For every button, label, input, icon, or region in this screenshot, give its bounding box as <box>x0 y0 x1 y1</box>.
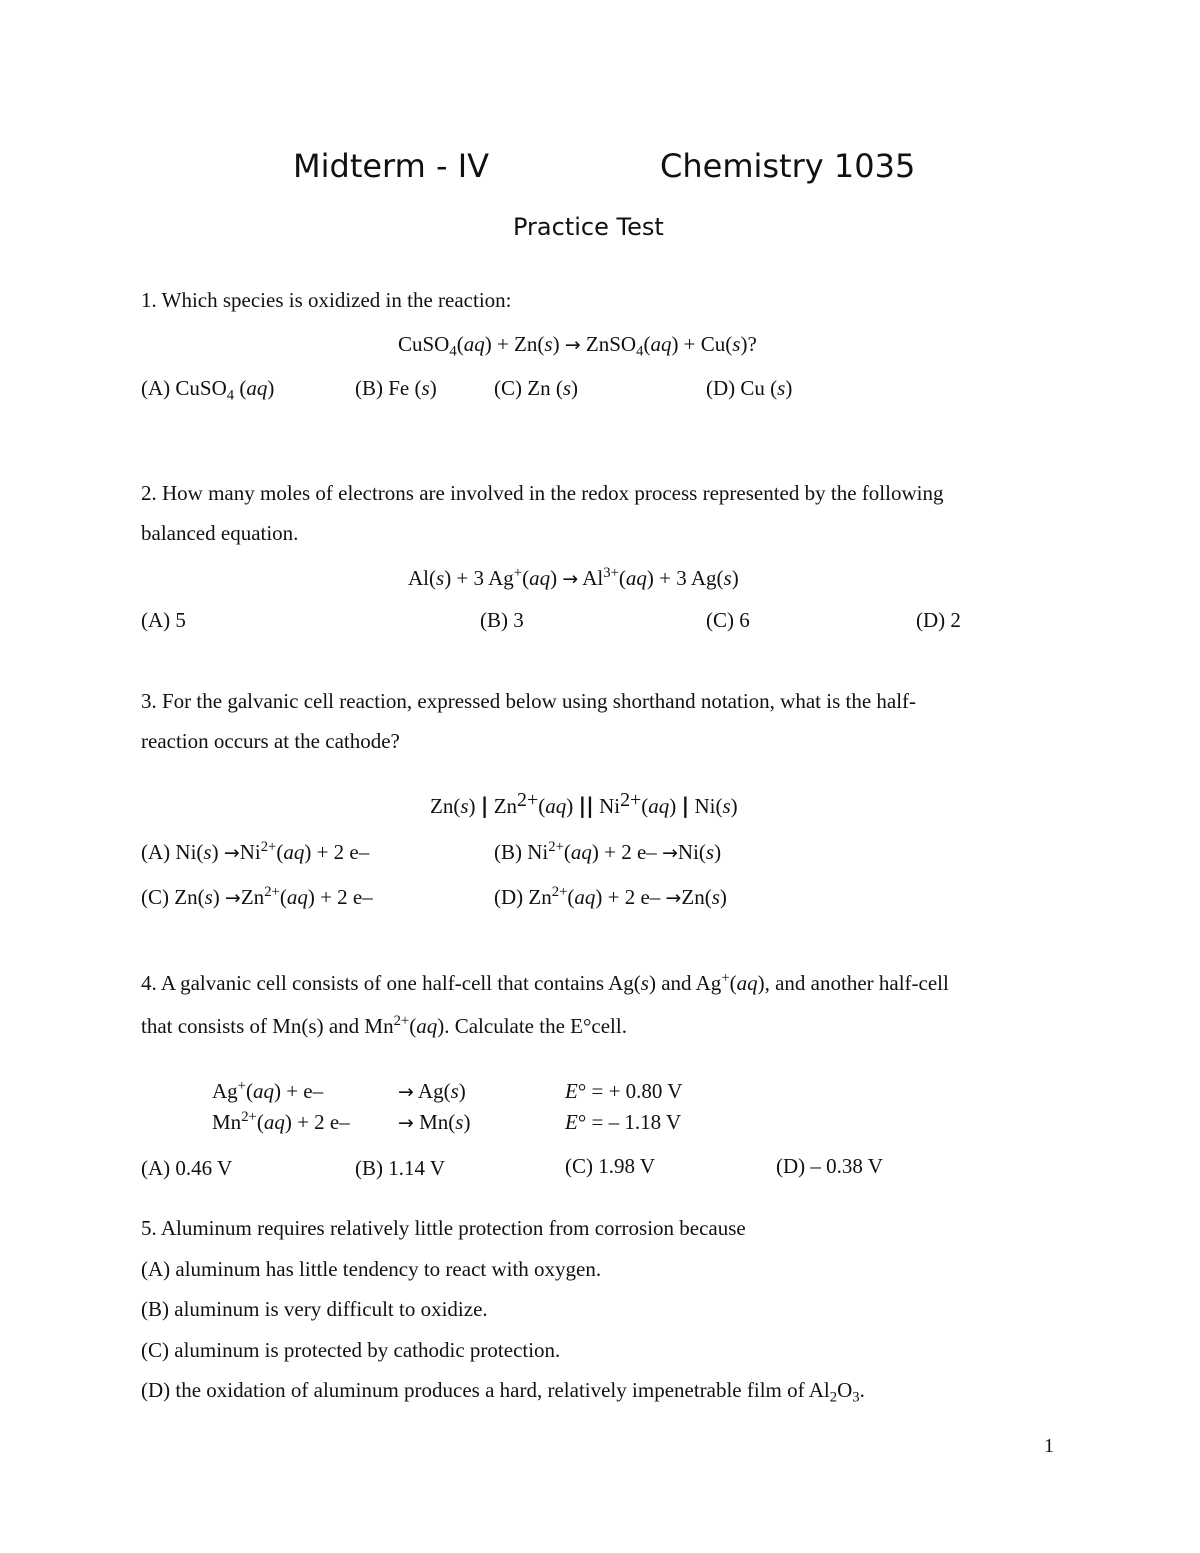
q5-option-a[interactable]: (A) aluminum has little tendency to react with oxygen. <box>141 1257 602 1281</box>
page-subtitle: Practice Test <box>513 213 664 241</box>
q2-prompt-line2: balanced equation. <box>141 521 299 545</box>
q2-option-d[interactable]: (D) 2 <box>916 608 961 632</box>
q4-prompt-line1: 4. A galvanic cell consists of one half-cell that contains Ag(s) and Ag+(aq), and another half-cell <box>141 969 949 995</box>
exam-title: Midterm - IV <box>293 147 490 185</box>
q4-halfreaction-mn-right: → Mn(s) <box>398 1110 471 1134</box>
q4-halfreaction-ag-right: → Ag(s) <box>398 1079 466 1103</box>
q4-option-b[interactable]: (B) 1.14 V <box>355 1156 446 1180</box>
q1-prompt: 1. Which species is oxidized in the reaction: <box>141 288 512 312</box>
q2-prompt-line1: 2. How many moles of electrons are involved in the redox process represented by the following <box>141 481 944 505</box>
q4-prompt-line2: that consists of Mn(s) and $Mn^{2+}(aq)$. Calculate the E°cell. <box>141 1012 627 1038</box>
q3-option-a[interactable]: (A) $Ni(s) \to Ni^{2+}(aq) + 2$ e– <box>141 838 370 864</box>
q5-option-d[interactable]: (D) the oxidation of aluminum produces a hard, relatively impenetrable film of $Al_2O_3$. <box>141 1378 865 1406</box>
page-number: 1 <box>1044 1435 1054 1457</box>
q4-option-a[interactable]: (A) 0.46 V <box>141 1156 233 1180</box>
q2-equation: Al(s) + 3 $Ag^+(aq) \to Al^{3+}(aq) + 3$ Ag(s) <box>408 564 739 590</box>
course-title: Chemistry 1035 <box>660 147 916 185</box>
q3-option-b[interactable]: (B) $Ni^{2+}(aq) + 2$ e– →Ni(s) <box>494 838 722 864</box>
q2-option-a[interactable]: (A) 5 <box>141 608 186 632</box>
q3-option-c[interactable]: (C) $Zn(s) \to Zn^{2+}(aq) + 2$ e– <box>141 883 373 909</box>
q4-halfreaction-mn-left: $Mn^{2+}(aq) + 2$ e– <box>212 1108 350 1134</box>
q1-option-a[interactable]: (A) CuSO$_4$ (aq) <box>141 376 275 404</box>
q2-option-b[interactable]: (B) 3 <box>480 608 524 632</box>
q1-equation: CuSO$_4$(aq) + Zn(s) → ZnSO$_4$(aq) + Cu(s)? <box>398 332 757 360</box>
q3-cell-notation: Zn(s) | Zn2+(aq) || Ni2+(aq) | Ni(s) <box>430 789 738 818</box>
q1-option-b[interactable]: (B) Fe (s) <box>355 376 437 400</box>
q3-option-d[interactable]: (D) $Zn^{2+}(aq) + 2$ e– →Zn(s) <box>494 883 727 909</box>
q5-option-c[interactable]: (C) aluminum is protected by cathodic protection. <box>141 1338 561 1362</box>
q3-prompt-line2: reaction occurs at the cathode? <box>141 729 400 753</box>
q4-potential-ag: E° = + 0.80 V <box>565 1079 683 1103</box>
q5-option-b[interactable]: (B) aluminum is very difficult to oxidize. <box>141 1297 488 1321</box>
q5-prompt: 5. Aluminum requires relatively little protection from corrosion because <box>141 1216 746 1240</box>
q4-halfreaction-ag-left: Ag+(aq) + e– <box>212 1077 324 1103</box>
q4-potential-mn: E° = – 1.18 V <box>565 1110 682 1134</box>
q1-option-c[interactable]: (C) Zn (s) <box>494 376 579 400</box>
q3-prompt-line1: 3. For the galvanic cell reaction, expressed below using shorthand notation, what is the half- <box>141 689 917 713</box>
q4-option-d[interactable]: (D) – 0.38 V <box>776 1154 883 1178</box>
q1-option-d[interactable]: (D) Cu (s) <box>706 376 793 400</box>
q4-option-c[interactable]: (C) 1.98 V <box>565 1154 656 1178</box>
q2-option-c[interactable]: (C) 6 <box>706 608 750 632</box>
